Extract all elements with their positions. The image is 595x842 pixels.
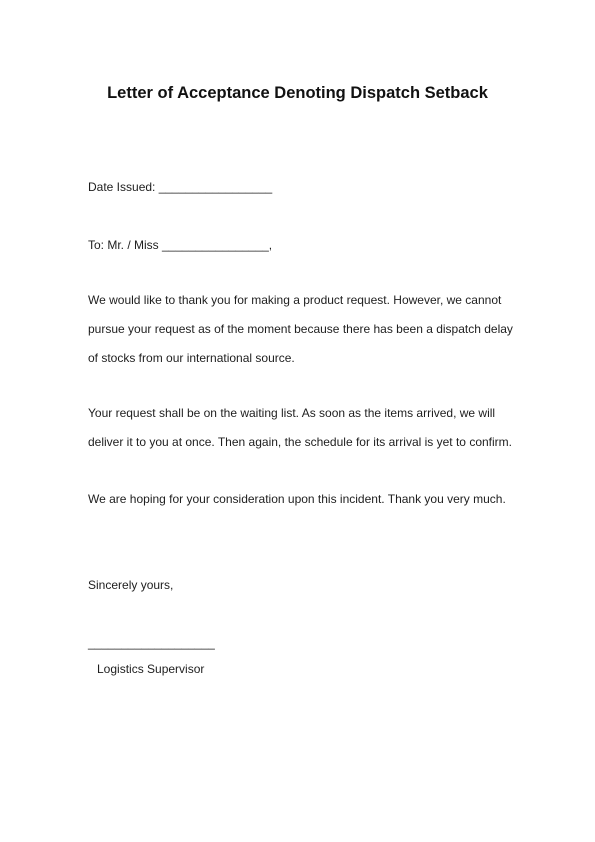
paragraph-line: deliver it to you at once. Then again, the schedule for its arrival is yet to confirm. [88,435,512,449]
paragraph-product-request [88,286,518,373]
signatory-title: Logistics Supervisor [97,662,205,676]
document-title: Letter of Acceptance Denoting Dispatch Setback [107,84,488,102]
paragraph-line: We would like to thank you for making a product request. However, we cannot [88,293,502,307]
paragraph-consideration: We are hoping for your consideration upon this incident. Thank you very much. [88,492,506,506]
paragraph-waiting-list [88,399,518,457]
date-issued-line: Date Issued: _________________ [88,180,273,194]
paragraph-line: of stocks from our international source. [88,351,295,365]
paragraph-line: pursue your request as of the moment because there has been a dispatch delay [88,322,513,336]
signature-line: ___________________ [88,636,215,650]
recipient-line: To: Mr. / Miss ________________, [88,238,273,252]
closing-salutation: Sincerely yours, [88,578,174,592]
paragraph-line: Your request shall be on the waiting list. As soon as the items arrived, we will [88,406,496,420]
